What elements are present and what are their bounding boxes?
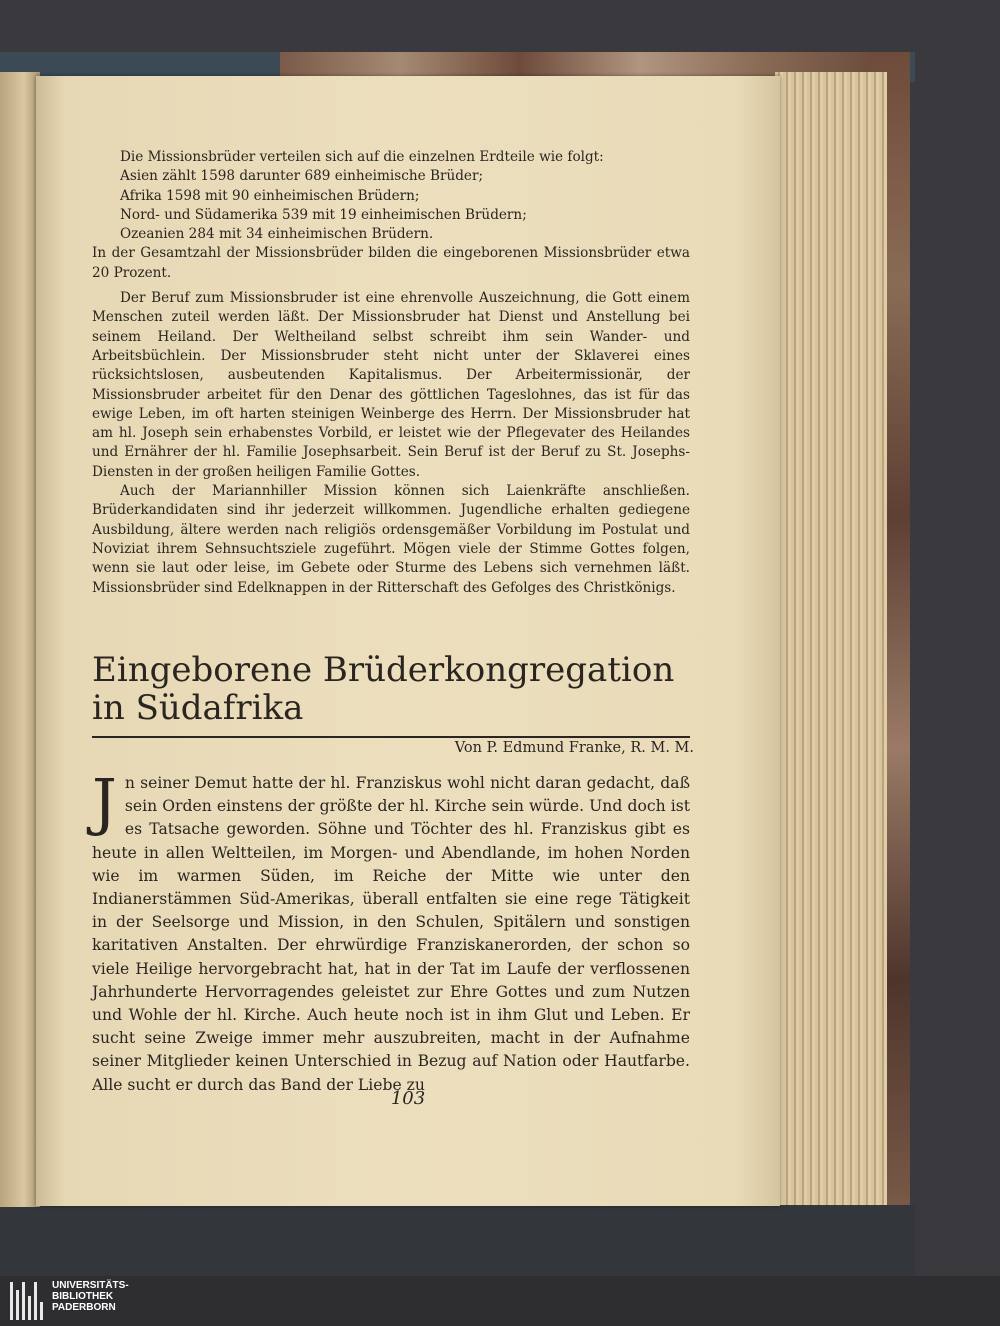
notes-list-item: Afrika 1598 mit 90 einheimischen Brüdern; xyxy=(120,187,420,204)
title-rule xyxy=(92,736,690,738)
library-name-line: UNIVERSITÄTS- xyxy=(52,1280,129,1291)
mission-notes xyxy=(92,148,690,598)
notes-paragraph: Der Beruf zum Missionsbruder ist eine ehrenvolle Auszeichnung, die Gott einem Menschen zuteil werden läßt. Der Missionsbruder hat Dienst und Anstellung bei seinem Heiland. Der Weltheiland selbst schreibt ihm sein Wander- und Arbeitsbüchlein. Der Missionsbruder steht nicht unter der Sklaverei eines rücksichtslosen, ausbeutenden Kapitalismus. Der Arbeitermissionär, der Missionsbruder arbeitet für den Denar des göttlichen Tageslohnes, das ist für das ewige Leben, im oft harten steinigen Weinberge des Herrn. Der Missionsbruder hat am hl. Joseph sein erhabenstes Vorbild, er leistet wie der Pflegevater des Heilandes und Ernährer der hl. Familie Josephsarbeit. Sein Beruf ist der Beruf zu St. Josephs-Diensten in der großen heiligen Familie Gottes. xyxy=(92,290,690,480)
article-title: Eingeborene Brüderkongregation in Südafrika xyxy=(92,650,675,728)
page-edges xyxy=(775,72,887,1212)
article-author: Von P. Edmund Franke, R. M. M. xyxy=(454,740,694,756)
book-cover-bottom xyxy=(0,1205,915,1276)
left-page-edge xyxy=(0,72,40,1207)
library-name-line: BIBLIOTHEK xyxy=(52,1291,114,1302)
page-number: 103 xyxy=(390,1088,426,1109)
library-name-line: PADERBORN xyxy=(52,1302,116,1313)
library-footer xyxy=(0,1276,1000,1326)
article-body xyxy=(92,765,690,1097)
notes-summary: In der Gesamtzahl der Missionsbrüder bilden die eingeborenen Missionsbrüder etwa 20 Prozent. xyxy=(92,245,690,281)
notes-list-item: Nord- und Südamerika 539 mit 19 einheimischen Brüdern; xyxy=(120,206,527,223)
library-logo-icon xyxy=(10,1282,50,1320)
article-text: n seiner Demut hatte der hl. Franziskus wohl nicht daran gedacht, daß sein Orden einstens der größte der hl. Kirche sein würde. Und doch ist es Tatsache geworden. Söhne und Töchter des hl. Franziskus gibt es heute in allen Weltteilen, im Morgen- und Abendlande, im hohen Norden wie im warmen Süden, im Reiche der Mitte wie unter den Indianerstämmen Süd-Amerikas, überall entfalten sie eine rege Tätigkeit in der Seelsorge und Mission, in den Schulen, Spitälern und sonstigen karitativen Anstalten. Der ehrwürdige Franziskanerorden, der schon so viele Heilige hervorgebracht hat, hat in der Tat im Laufe der verflossenen Jahrhunderte Hervorragendes geleistet zur Ehre Gottes und zum Nutzen und Wohle der hl. Kirche. Auch heute noch ist in ihm Glut und Leben. Er sucht seine Zweige immer mehr auszubreiten, macht in der Aufnahme seiner Mitglieder keinen Unterschied in Bezug auf Nation oder Hautfarbe. Alle sucht er durch das Band der Liebe zu xyxy=(92,774,690,1094)
notes-list-item: Ozeanien 284 mit 34 einheimischen Brüdern. xyxy=(120,226,434,243)
article-paragraph xyxy=(92,765,690,1097)
notes-list-item: Asien zählt 1598 darunter 689 einheimische Brüder; xyxy=(120,168,484,185)
drop-cap: J xyxy=(92,765,117,838)
notes-intro: Die Missionsbrüder verteilen sich auf die einzelnen Erdteile wie folgt: xyxy=(120,149,604,165)
notes-paragraph: Auch der Mariannhiller Mission können sich Laienkräfte anschließen. Brüderkandidaten sind ihr jederzeit willkommen. Jugendliche erhalten gediegene Ausbildung, ältere werden nach religiös ordensgemäßer Vorbildung im Postulat und Noviziat ihrem Sehnsuchtsziele zugeführt. Mögen viele der Stimme Gottes folgen, wenn sie laut oder leise, im Gebete oder Sturme des Lebens sich vernehmen läßt. Missionsbrüder sind Edelknappen in der Ritterschaft des Gefolges des Christkönigs. xyxy=(92,483,690,596)
library-name xyxy=(52,1280,129,1313)
right-page xyxy=(36,76,780,1206)
